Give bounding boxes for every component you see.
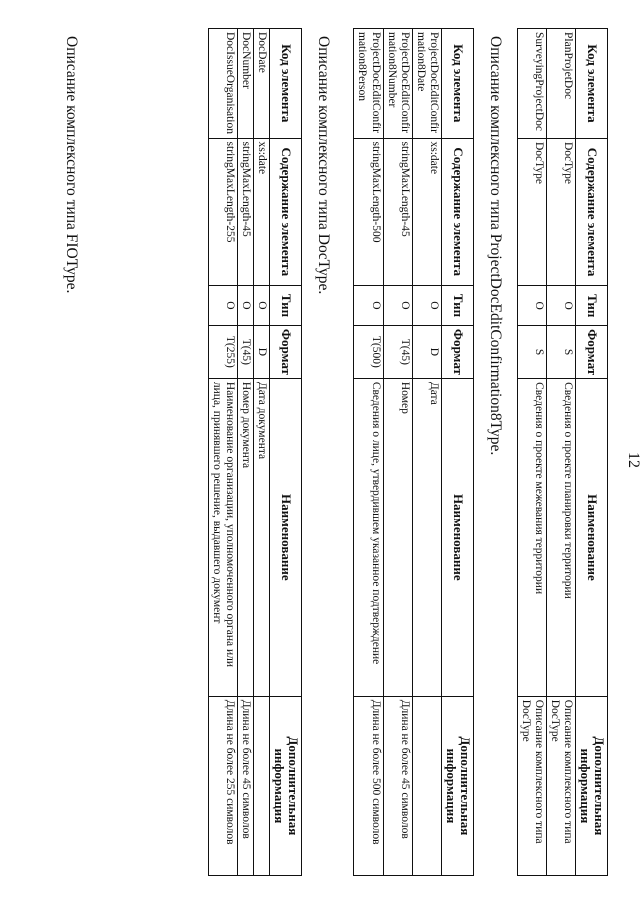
cell-type: О [254,285,270,325]
cell-type: О [354,285,383,325]
cell-code: ProjectDocEditConfirmation8Date [412,29,441,139]
col-format-header: Формат [576,326,608,379]
cell-code: ProjectDocEditConfirmation8Person [354,29,383,139]
cell-format: S [546,326,575,379]
cell-type: О [517,286,546,326]
table-plan-docs [517,28,608,876]
col-info-header: Дополнительная информация [270,696,302,875]
cell-code: SurveyingProjectDoc [517,29,546,139]
col-content-header: Содержание элемента [576,138,608,285]
cell-format: T(45) [383,325,412,378]
cell-content: xs:date [254,138,270,285]
col-info-header: Дополнительная информация [442,696,474,875]
cell-content: stringMaxLength-500 [354,138,383,285]
cell-type: О [208,285,237,325]
col-type-header: Тип [576,286,608,326]
cell-name: Дата документа [254,378,270,696]
cell-code: DocNumber [237,29,253,139]
col-format-header: Формат [270,325,302,378]
cell-type: О [237,285,253,325]
cell-info: Длина не более 500 символов [354,696,383,875]
table-header-row [576,29,608,876]
table-row [254,29,270,876]
cell-format: D [254,325,270,378]
table-caption: Описание комплексного типа ProjectDocEditConfirmation8Type. [487,36,504,456]
table-row [383,29,412,876]
cell-format: S [517,326,546,379]
table-row [237,29,253,876]
cell-name: Сведения о лице, утвердившем указанное подтверждение [354,378,383,696]
cell-type: О [546,286,575,326]
cell-name: Сведения о проекте планировки территории [546,379,575,697]
cell-name: Номер [383,378,412,696]
col-code-header: Код элемента [270,29,302,139]
cell-name: Дата [412,378,441,696]
cell-code: ProjectDocEditConfirmation8Number [383,29,412,139]
table-header-row [442,29,474,876]
table-row [354,29,383,876]
col-type-header: Тип [270,285,302,325]
cell-content: DocType [517,138,546,285]
cell-format: D [412,325,441,378]
table-caption: Описание комплексного типа DocType. [315,36,332,295]
cell-name: Наименование организации, уполномоченного органа или лица, принявшего решение, выдавшего документ [208,378,237,696]
cell-code: PlanProjetDoc [546,29,575,139]
col-code-header: Код элемента [442,29,474,139]
cell-info: Описание комплексного типа DocType [546,696,575,875]
cell-content: xs:date [412,138,441,285]
cell-type: О [383,285,412,325]
col-code-header: Код элемента [576,29,608,139]
table-row [517,29,546,876]
cell-content: DocType [546,138,575,285]
cell-info: Описание комплексного типа DocType [517,696,546,875]
table-header-row [270,29,302,876]
cell-content: stringMaxLength-255 [208,138,237,285]
table-project-doc-edit [353,28,474,876]
cell-format: T(500) [354,325,383,378]
cell-info [412,696,441,875]
col-content-header: Содержание элемента [442,138,474,285]
cell-info: Длина не более 45 символов [383,696,412,875]
col-name-header: Наименование [270,378,302,696]
col-name-header: Наименование [576,379,608,697]
cell-type: О [412,285,441,325]
cell-name: Номер документа [237,378,253,696]
col-content-header: Содержание элемента [270,138,302,285]
cell-info [254,696,270,875]
page-number: 12 [625,452,642,468]
cell-info: Длина не более 45 символов [237,696,253,875]
cell-code: DocIssueOrganisation [208,29,237,139]
cell-content: stringMaxLength-45 [237,138,253,285]
cell-format: T(45) [237,325,253,378]
col-format-header: Формат [442,325,474,378]
col-type-header: Тип [442,285,474,325]
cell-format: T(255) [208,325,237,378]
cell-content: stringMaxLength-45 [383,138,412,285]
table-caption: Описание комплексного типа FIOType. [63,36,80,294]
cell-name: Сведения о проекте межевания территории [517,379,546,697]
table-row [412,29,441,876]
table-row [208,29,237,876]
col-info-header: Дополнительная информация [576,696,608,875]
cell-info: Длина не более 255 символов [208,696,237,875]
table-row [546,29,575,876]
cell-code: DocDate [254,29,270,139]
col-name-header: Наименование [442,378,474,696]
table-doc-type [208,28,302,876]
